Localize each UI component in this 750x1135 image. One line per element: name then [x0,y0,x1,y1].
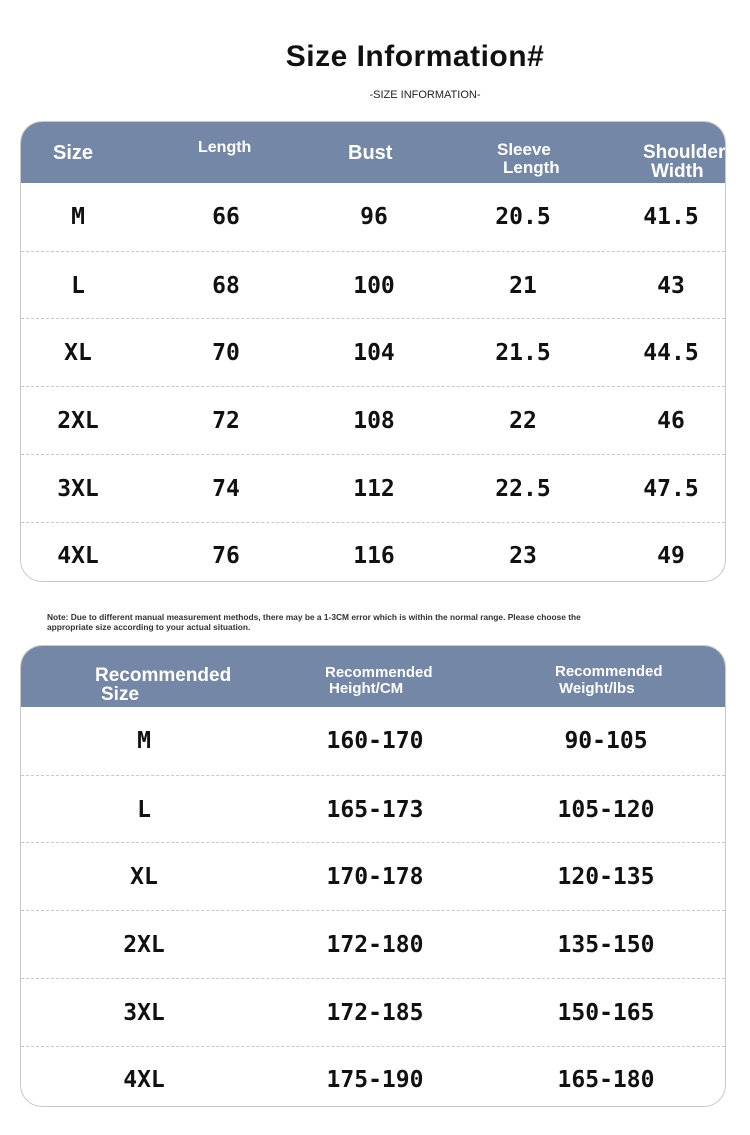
table-row [21,454,725,523]
table-cell: 96 [360,203,388,230]
table-cell: 23 [509,543,537,570]
table-cell: 120-135 [557,864,655,891]
table-row [21,386,725,455]
header-bust: Bust [348,142,393,164]
table-cell: 104 [353,340,395,367]
table-cell: 105-120 [557,796,655,823]
recommendation-table [20,645,726,1107]
table-cell: 20.5 [495,203,551,230]
table-cell: 160-170 [326,727,424,754]
header-size: Size [53,142,94,164]
page-title: Size Information# [285,40,545,73]
table-cell: M [71,203,85,230]
header-length: Length [198,139,252,156]
table-cell: 90-105 [564,727,648,754]
table-cell: XL [64,340,92,367]
table-cell: 76 [212,543,240,570]
table-cell: 112 [353,475,395,502]
page-subtitle: -SIZE INFORMATION- [369,89,481,101]
table-cell: 175-190 [326,1067,424,1094]
header-rec-height [325,665,433,697]
header-rec-size-line2: Size [101,684,140,705]
header-shoulder-width [643,143,725,181]
table-row [21,251,725,320]
header-sleeve-line2: Length [503,158,560,177]
table-row [21,910,725,979]
table-cell: 43 [657,272,685,299]
table-cell: 3XL [123,999,165,1026]
table-cell: 135-150 [557,931,655,958]
table-row [21,183,725,251]
table-cell: 72 [212,407,240,434]
table-cell: 150-165 [557,999,655,1026]
header-sleeve-line1: Sleeve [497,140,551,159]
table-cell: 170-178 [326,864,424,891]
header-rec-weight-line2: Weight/lbs [559,680,635,697]
table-row [21,318,725,387]
size-table-header [21,122,725,183]
table-cell: 46 [657,407,685,434]
table-cell: 172-185 [326,999,424,1026]
table-row [21,775,725,844]
table-row [21,707,725,775]
table-cell: 70 [212,340,240,367]
table-cell: 108 [353,407,395,434]
table-cell: 2XL [123,931,165,958]
table-cell: M [137,727,151,754]
table-cell: L [137,796,151,823]
table-cell: L [71,272,85,299]
table-row [21,978,725,1047]
table-cell: 41.5 [643,203,699,230]
table-cell: 4XL [123,1067,165,1094]
table-row [21,1046,725,1108]
rec-table-header [21,646,725,707]
header-rec-weight [555,663,663,697]
header-rec-size [95,666,231,704]
table-row [21,842,725,911]
header-rec-weight-line1: Recommended [555,663,663,680]
table-cell: 4XL [57,543,99,570]
table-cell: 2XL [57,407,99,434]
table-cell: 165-180 [557,1067,655,1094]
table-cell: 22 [509,407,537,434]
table-cell: 68 [212,272,240,299]
table-cell: 74 [212,475,240,502]
header-rec-height-line1: Recommended [325,664,433,681]
table-cell: 100 [353,272,395,299]
table-cell: 44.5 [643,340,699,367]
size-table [20,121,726,582]
header-rec-height-line2: Height/CM [329,680,404,697]
table-cell: 22.5 [495,475,551,502]
table-cell: 21.5 [495,340,551,367]
table-cell: 49 [657,543,685,570]
table-cell: 21 [509,272,537,299]
measurement-note: Note: Due to different manual measurement methods, there may be a 1-3CM error which is within the normal range. Please choose the appropriate size according to your actual situation. [47,612,581,632]
table-cell: 47.5 [643,475,699,502]
table-cell: 172-180 [326,931,424,958]
table-cell: 165-173 [326,796,424,823]
table-cell: XL [130,864,158,891]
header-shoulder-line1: Shoulder [643,142,726,163]
header-shoulder-line2: Width [651,161,704,182]
table-row [21,522,725,583]
header-rec-size-line1: Recommended [95,665,232,686]
table-cell: 66 [212,203,240,230]
header-sleeve-length [497,141,560,177]
table-cell: 116 [353,543,395,570]
table-cell: 3XL [57,475,99,502]
